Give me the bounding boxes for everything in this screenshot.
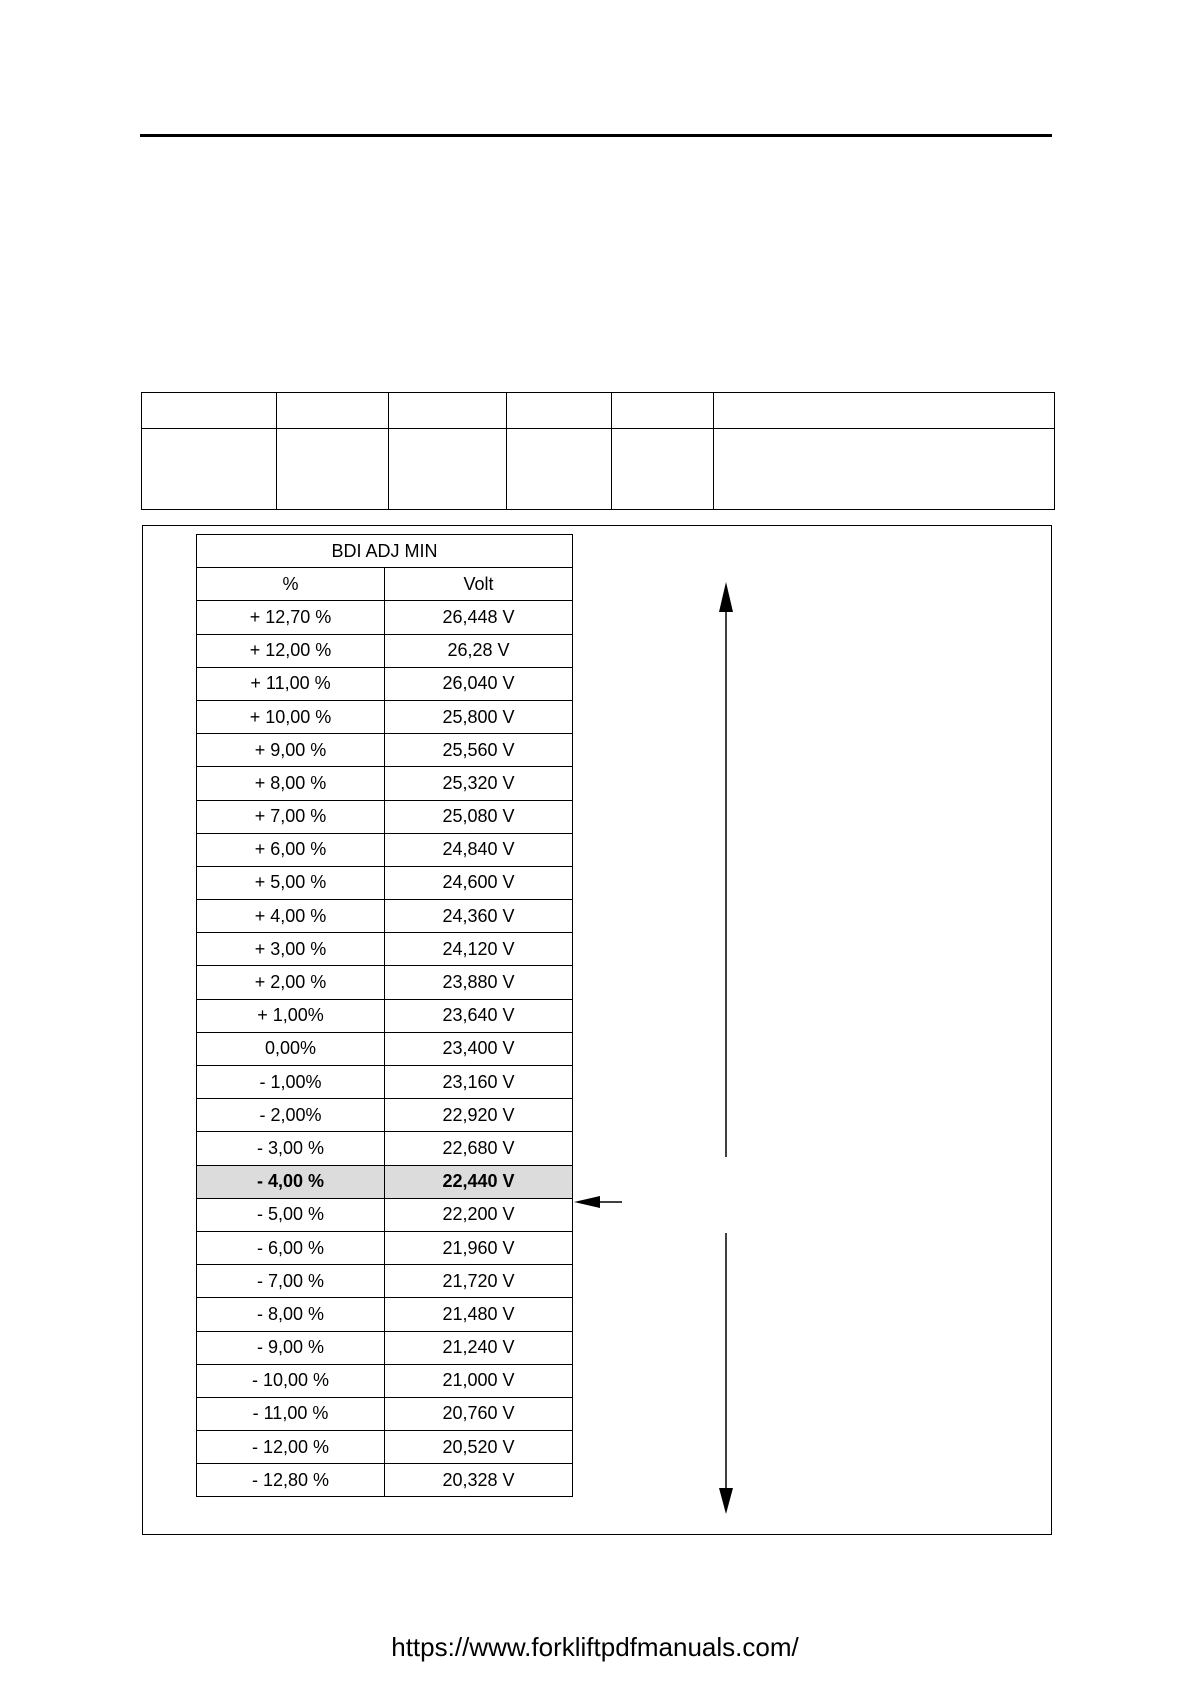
volt-cell: 26,28 V [385, 634, 573, 667]
percent-cell: - 5,00 % [197, 1198, 385, 1231]
percent-cell: + 6,00 % [197, 833, 385, 866]
percent-cell: + 1,00% [197, 999, 385, 1032]
volt-cell: 23,640 V [385, 999, 573, 1032]
percent-cell: + 10,00 % [197, 700, 385, 733]
volt-cell: 24,600 V [385, 866, 573, 899]
volt-cell: 22,680 V [385, 1132, 573, 1165]
percent-cell: + 4,00 % [197, 900, 385, 933]
percent-cell: - 6,00 % [197, 1231, 385, 1264]
percent-cell: - 7,00 % [197, 1265, 385, 1298]
percent-cell: - 1,00% [197, 1066, 385, 1099]
percent-cell: - 12,00 % [197, 1431, 385, 1464]
volt-cell: 22,920 V [385, 1099, 573, 1132]
percent-cell: + 8,00 % [197, 767, 385, 800]
volt-cell: 21,240 V [385, 1331, 573, 1364]
table-title: BDI ADJ MIN [197, 535, 573, 568]
up-arrow-icon [719, 582, 733, 612]
volt-cell: 21,480 V [385, 1298, 573, 1331]
percent-cell: + 5,00 % [197, 866, 385, 899]
volt-cell: 21,000 V [385, 1364, 573, 1397]
column-header-volt: Volt [385, 568, 573, 601]
percent-cell: + 9,00 % [197, 734, 385, 767]
volt-cell: 20,520 V [385, 1431, 573, 1464]
volt-cell: 23,880 V [385, 966, 573, 999]
percent-cell: + 3,00 % [197, 933, 385, 966]
down-arrow-icon [719, 1488, 733, 1514]
volt-cell: 23,400 V [385, 1032, 573, 1065]
volt-cell: 21,720 V [385, 1265, 573, 1298]
percent-cell: + 12,00 % [197, 634, 385, 667]
percent-cell: - 8,00 % [197, 1298, 385, 1331]
volt-cell: 24,840 V [385, 833, 573, 866]
volt-cell: 22,200 V [385, 1198, 573, 1231]
percent-cell: - 10,00 % [197, 1364, 385, 1397]
percent-cell: + 11,00 % [197, 667, 385, 700]
volt-cell: 20,328 V [385, 1464, 573, 1497]
volt-cell: 26,448 V [385, 601, 573, 634]
volt-cell: 25,560 V [385, 734, 573, 767]
volt-cell: 23,160 V [385, 1066, 573, 1099]
percent-cell: 0,00% [197, 1032, 385, 1065]
percent-cell: + 12,70 % [197, 601, 385, 634]
footer-url[interactable]: https://www.forkliftpdfmanuals.com/ [391, 1632, 799, 1662]
volt-cell: 22,440 V [385, 1165, 573, 1198]
pointer-arrow-icon [574, 1196, 600, 1208]
volt-cell: 20,760 V [385, 1397, 573, 1430]
column-header-percent: % [197, 568, 385, 601]
percent-cell: - 9,00 % [197, 1331, 385, 1364]
percent-cell: - 3,00 % [197, 1132, 385, 1165]
percent-cell: - 11,00 % [197, 1397, 385, 1430]
volt-cell: 25,800 V [385, 700, 573, 733]
percent-cell: - 12,80 % [197, 1464, 385, 1497]
volt-cell: 24,360 V [385, 900, 573, 933]
volt-cell: 21,960 V [385, 1231, 573, 1264]
percent-cell: - 2,00% [197, 1099, 385, 1132]
percent-cell: + 7,00 % [197, 800, 385, 833]
percent-cell: + 2,00 % [197, 966, 385, 999]
volt-cell: 25,320 V [385, 767, 573, 800]
percent-cell: - 4,00 % [197, 1165, 385, 1198]
volt-cell: 25,080 V [385, 800, 573, 833]
volt-cell: 24,120 V [385, 933, 573, 966]
volt-cell: 26,040 V [385, 667, 573, 700]
